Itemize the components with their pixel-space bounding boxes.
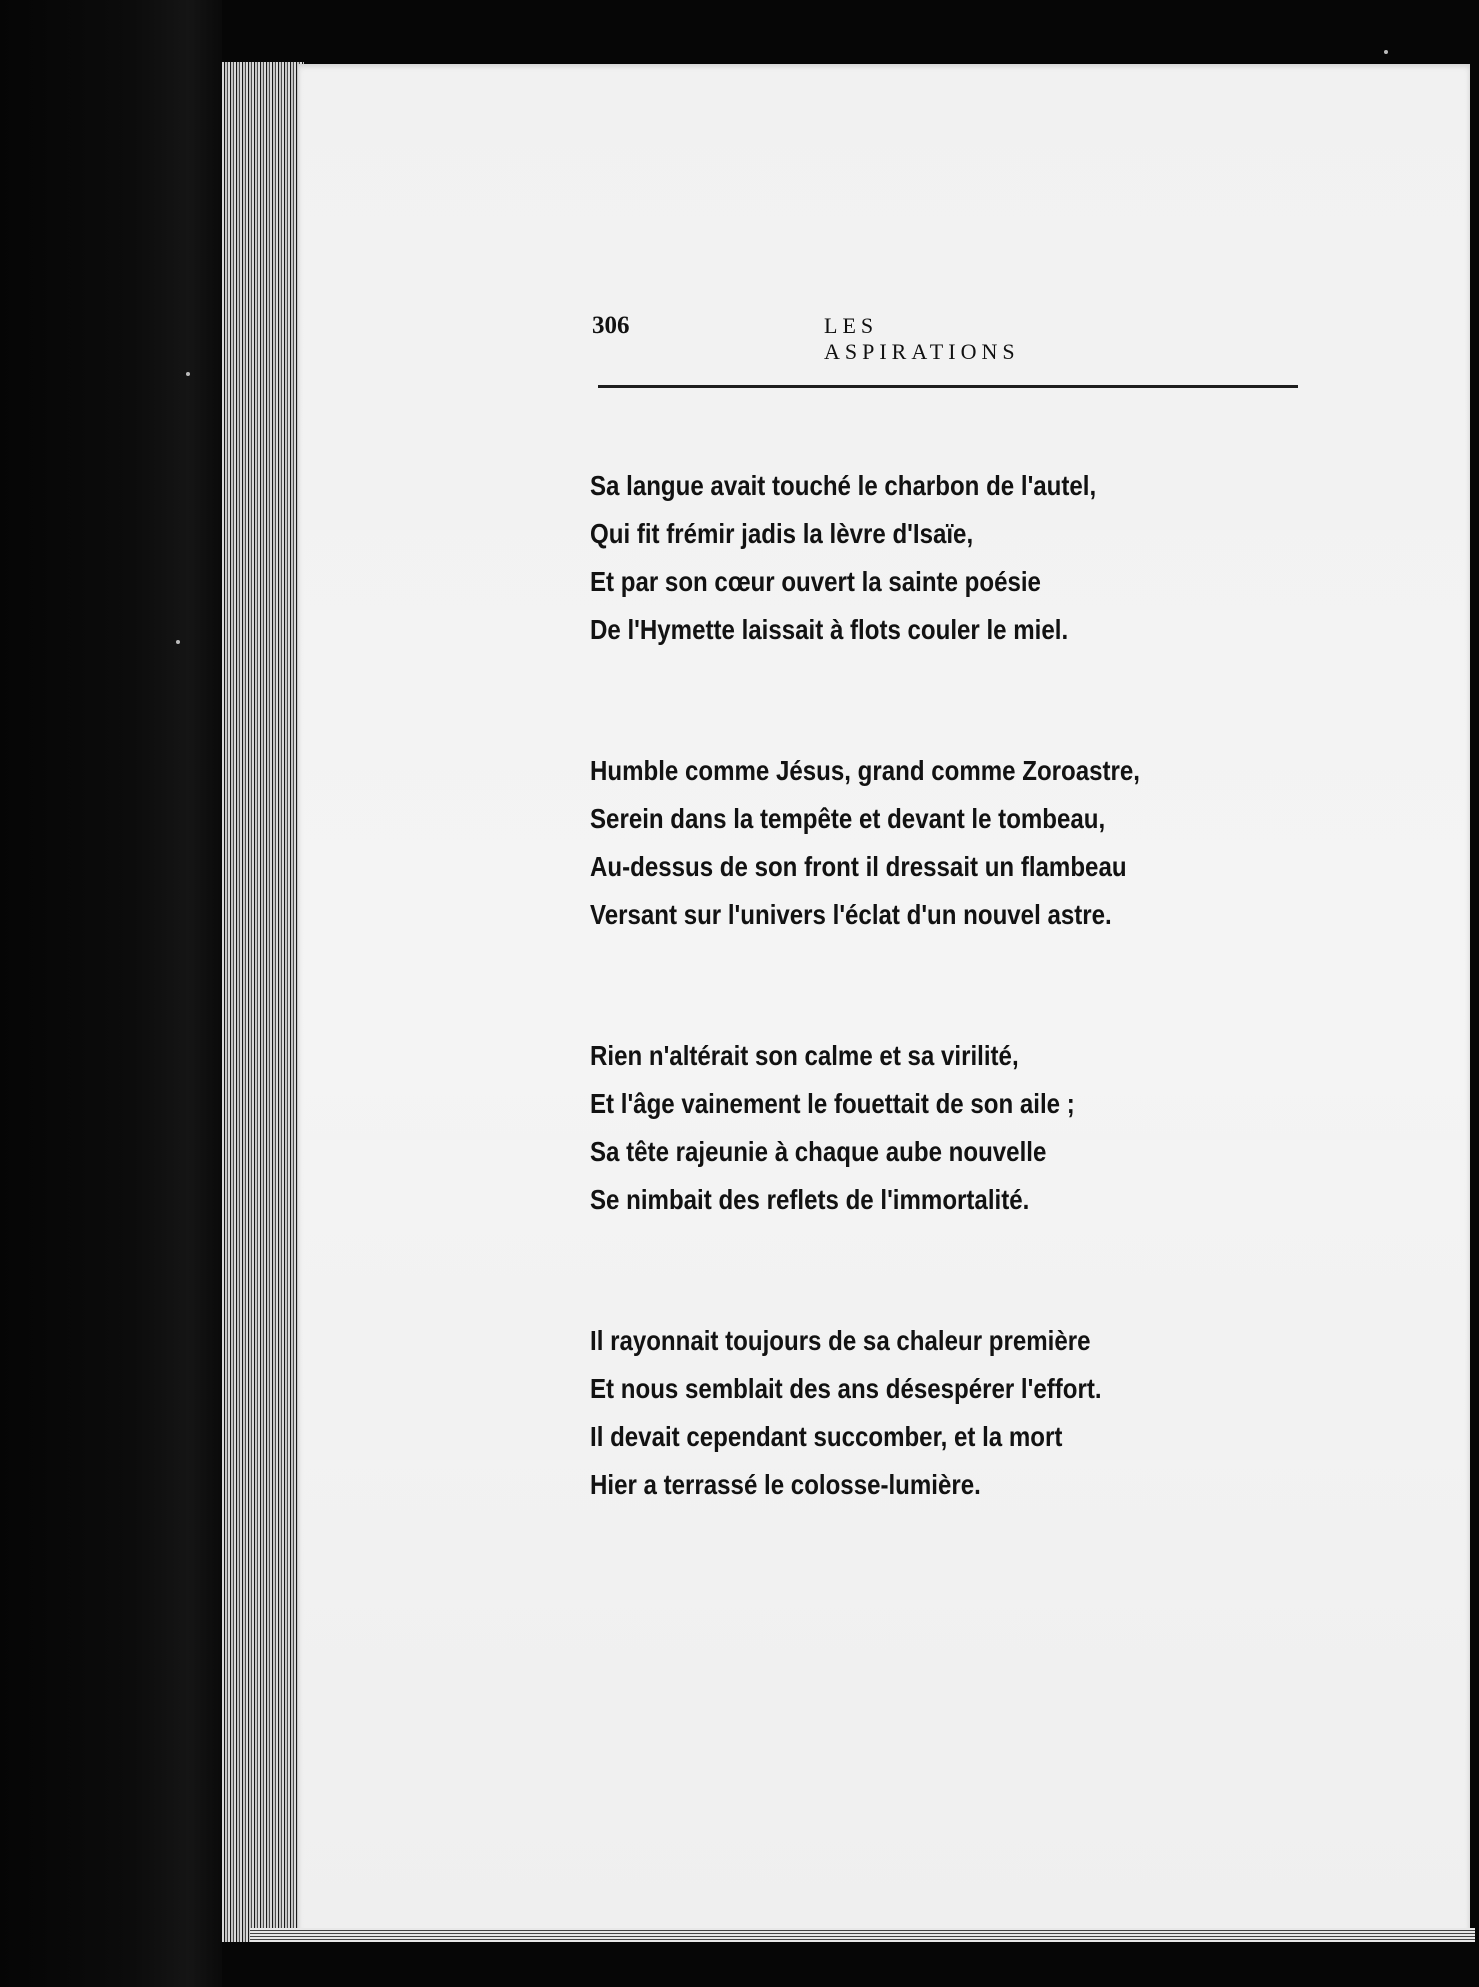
verse-line: Serein dans la tempête et devant le tombeau, xyxy=(590,803,1106,834)
verse-line: Se nimbait des reflets de l'immortalité. xyxy=(590,1184,1030,1215)
poem xyxy=(590,462,1244,1602)
verse-line: Et l'âge vainement le fouettait de son aile ; xyxy=(590,1088,1075,1119)
verse-line: Humble comme Jésus, grand comme Zoroastre, xyxy=(590,755,1140,786)
verse-line: Sa langue avait touché le charbon de l'autel, xyxy=(590,470,1097,501)
verse-line: Qui fit frémir jadis la lèvre d'Isaïe, xyxy=(590,518,974,549)
page-edge-stack xyxy=(222,62,304,1942)
verse-line: Hier a terrassé le colosse-lumière. xyxy=(590,1469,981,1500)
dust-speck xyxy=(1384,50,1388,54)
stanza xyxy=(590,1032,1244,1224)
verse-line: Versant sur l'univers l'éclat d'un nouvel astre. xyxy=(590,899,1112,930)
dust-speck xyxy=(176,640,180,644)
verse-line: Rien n'altérait son calme et sa virilité, xyxy=(590,1040,1019,1071)
running-title: LES ASPIRATIONS xyxy=(824,313,1020,364)
header-rule xyxy=(598,385,1298,388)
book-spine xyxy=(0,0,222,1987)
verse-line: De l'Hymette laissait à flots couler le miel. xyxy=(590,614,1069,645)
dust-speck xyxy=(186,372,190,376)
verse-line: Il rayonnait toujours de sa chaleur première xyxy=(590,1325,1091,1356)
running-head xyxy=(592,312,1078,364)
verse-line: Au-dessus de son front il dressait un flambeau xyxy=(590,851,1127,882)
verse-line: Sa tête rajeunie à chaque aube nouvelle xyxy=(590,1136,1047,1167)
page-number: 306 xyxy=(592,312,630,339)
stanza xyxy=(590,747,1244,939)
verse-line: Et nous semblait des ans désespérer l'effort. xyxy=(590,1373,1102,1404)
verse-line: Il devait cependant succomber, et la mort xyxy=(590,1421,1063,1452)
stanza xyxy=(590,1317,1244,1509)
page-bottom-edge xyxy=(250,1928,1475,1942)
stanza xyxy=(590,462,1244,654)
verse-line: Et par son cœur ouvert la sainte poésie xyxy=(590,566,1041,597)
